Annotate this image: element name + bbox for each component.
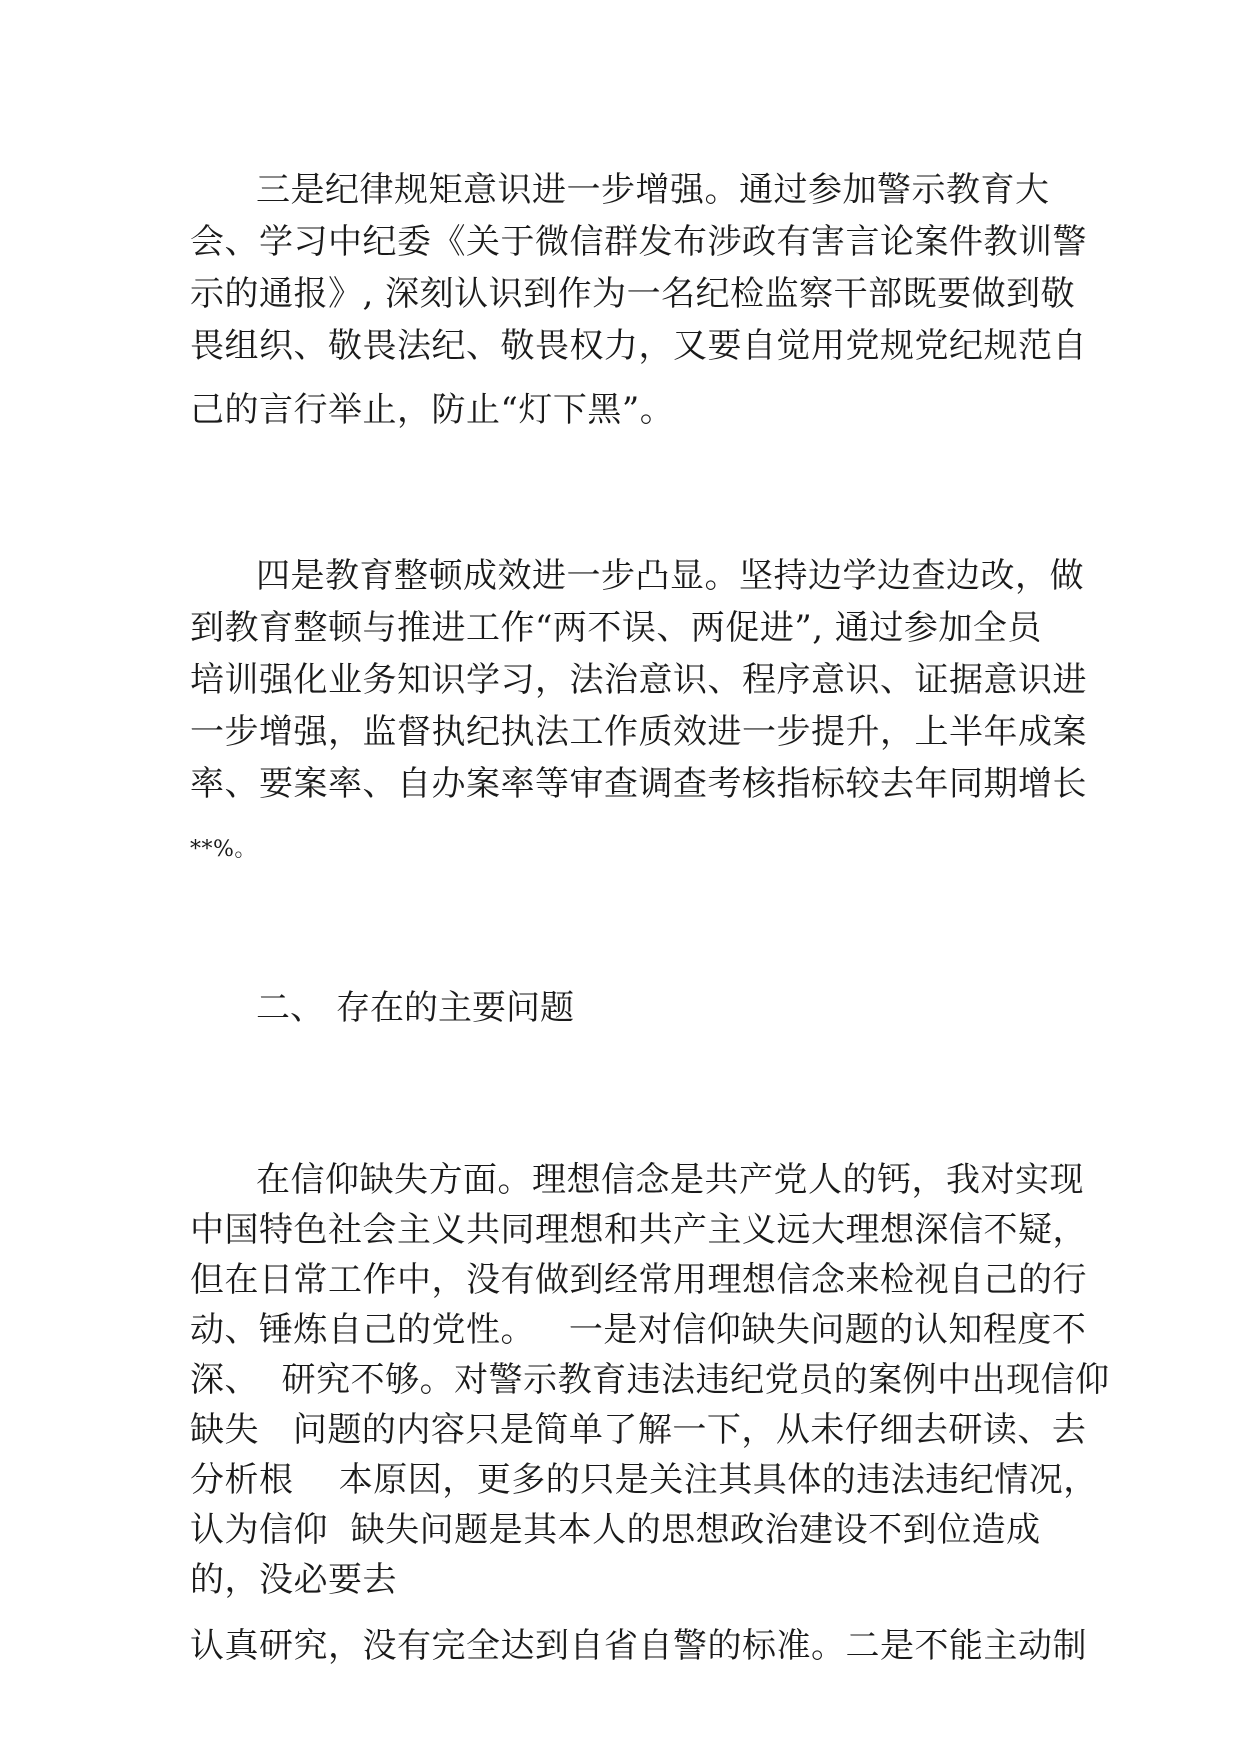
paragraph-line: 培训强化业务知识学习，法治意识、程序意识、证据意识进 xyxy=(190,660,1087,700)
paragraph-line: 三是纪律规矩意识进一步增强。通过参加警示教育大 xyxy=(256,170,1050,210)
paragraph-line: 中国特色社会主义共同理想和共产主义远大理想深信不疑， xyxy=(190,1210,1087,1250)
paragraph-line: 的，没必要去 xyxy=(190,1560,397,1600)
paragraph-line: 在信仰缺失方面。理想信念是共产党人的钙，我对实现 xyxy=(256,1160,1084,1200)
paragraph-line: 率、要案率、自办案率等审查调查考核指标较去年同期增长 xyxy=(190,764,1087,804)
paragraph-line: 示的通报》, 深刻认识到作为一名纪检监察干部既要做到敬 xyxy=(190,274,1076,314)
paragraph-line: 会、学习中纪委《关于微信群发布涉政有害言论案件教训警 xyxy=(190,222,1087,262)
paragraph-line: 一步增强，监督执纪执法工作质效进一步提升，上半年成案 xyxy=(190,712,1087,752)
paragraph-line: 分析根 本原因，更多的只是关注其具体的违法违纪情况， xyxy=(190,1460,1098,1500)
paragraph-line: 但在日常工作中，没有做到经常用理想信念来检视自己的行 xyxy=(190,1260,1087,1300)
paragraph-line: 畏组织、敬畏法纪、敬畏权力，又要自觉用党规党纪规范自 xyxy=(190,326,1087,366)
paragraph-line: **%。 xyxy=(190,837,257,862)
paragraph-line: 认为信仰 缺失问题是其本人的思想政治建设不到位造成 xyxy=(190,1510,1041,1550)
paragraph-line: 动、锤炼自己的党性。 一是对信仰缺失问题的认知程度不 xyxy=(190,1310,1087,1350)
paragraph-line: 四是教育整顿成效进一步凸显。坚持边学边查边改，做 xyxy=(256,556,1084,596)
paragraph-line: 到教育整顿与推进工作“两不误、两促进”, 通过参加全员 xyxy=(190,608,1042,648)
section-title: 存在的主要问题 xyxy=(336,988,574,1028)
paragraph-line: 深、 研究不够。对警示教育违法违纪党员的案例中出现信仰 xyxy=(190,1360,1110,1400)
paragraph-line: 己的言行举止，防止“灯下黑”。 xyxy=(190,390,675,430)
section-number: 二、 xyxy=(256,988,324,1028)
paragraph-line: 缺失 问题的内容只是简单了解一下，从未仔细去研读、去 xyxy=(190,1410,1087,1450)
paragraph-line: 认真研究，没有完全达到自省自警的标准。二是不能主动制 xyxy=(190,1626,1087,1666)
